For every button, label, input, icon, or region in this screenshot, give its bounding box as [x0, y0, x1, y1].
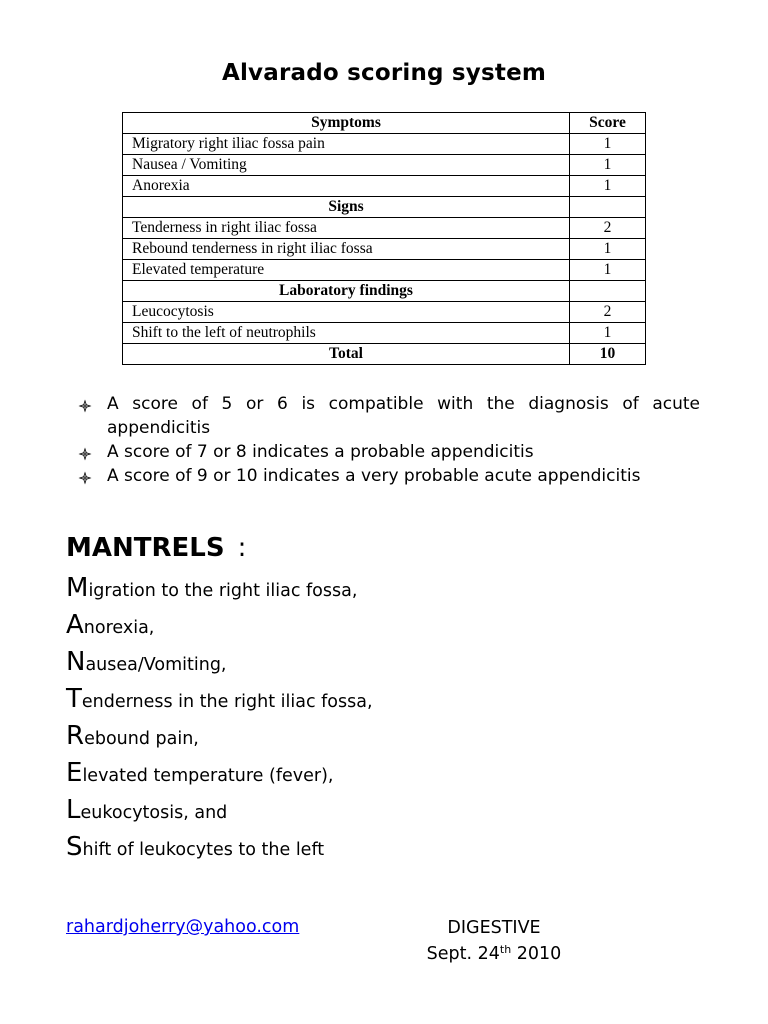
criterion-score: 2 [570, 218, 646, 239]
mantrels-initial: T [66, 684, 82, 714]
section-score-empty [570, 197, 646, 218]
mantrels-item [66, 607, 373, 644]
table-row [123, 239, 646, 260]
diamond-bullet-icon [78, 444, 92, 458]
column-header-score: Score [570, 113, 646, 134]
footer-date-suffix: th [499, 943, 512, 956]
total-label: Total [123, 344, 570, 365]
table-row [123, 302, 646, 323]
mantrels-list [66, 570, 373, 866]
criterion-score: 1 [570, 155, 646, 176]
criterion-label: Nausea / Vomiting [123, 155, 570, 176]
mantrels-text: enderness in the right iliac fossa, [81, 692, 373, 712]
table-row [123, 323, 646, 344]
criterion-label: Migratory right iliac fossa pain [123, 134, 570, 155]
mantrels-text: igration to the right iliac fossa, [88, 581, 358, 601]
footer-date [400, 939, 588, 965]
section-label: Signs [123, 197, 570, 218]
table-row [123, 155, 646, 176]
mantrels-initial: E [66, 758, 83, 788]
mantrels-heading [66, 533, 246, 563]
criterion-label: Rebound tenderness in right iliac fossa [123, 239, 570, 260]
table-row [123, 134, 646, 155]
table-header-row [123, 113, 646, 134]
diamond-bullet-icon [78, 396, 92, 410]
table-total-row [123, 344, 646, 365]
criterion-label: Leucocytosis [123, 302, 570, 323]
footer-date-year: 2010 [511, 944, 562, 964]
alvarado-score-table [122, 112, 646, 365]
mantrels-initial: L [66, 795, 81, 825]
mantrels-initial: S [66, 832, 83, 862]
list-item [78, 440, 700, 464]
bullet-text: A score of 5 or 6 is compatible with the diagnosis of acute appendicitis [107, 394, 700, 438]
table-row [123, 260, 646, 281]
mantrels-text: norexia, [83, 618, 155, 638]
table-section-row [123, 281, 646, 302]
criterion-score: 1 [570, 260, 646, 281]
total-score: 10 [570, 344, 646, 365]
column-header-symptoms: Symptoms [123, 113, 570, 134]
mantrels-text: ebound pain, [84, 729, 199, 749]
mantrels-initial: A [66, 610, 84, 640]
footer-category: DIGESTIVE [447, 918, 541, 938]
mantrels-item [66, 644, 373, 681]
criterion-score: 1 [570, 176, 646, 197]
criterion-label: Elevated temperature [123, 260, 570, 281]
mantrels-item [66, 681, 373, 718]
bullet-text: A score of 9 or 10 indicates a very probable acute appendicitis [107, 466, 641, 486]
interpretation-list [78, 392, 700, 488]
mantrels-item [66, 570, 373, 607]
footer-info [400, 917, 588, 965]
mantrels-text: ausea/Vomiting, [85, 655, 227, 675]
criterion-score: 2 [570, 302, 646, 323]
table-row [123, 218, 646, 239]
list-item [78, 464, 700, 488]
table-row [123, 176, 646, 197]
page-title: Alvarado scoring system [221, 60, 547, 86]
email-link[interactable]: rahardjoherry@yahoo.com [66, 917, 300, 937]
section-score-empty [570, 281, 646, 302]
mantrels-text: hift of leukocytes to the left [82, 840, 325, 860]
list-item [78, 392, 700, 440]
mantrels-text: levated temperature (fever), [82, 766, 334, 786]
mantrels-initial: N [66, 647, 86, 677]
bullet-text: A score of 7 or 8 indicates a probable appendicitis [107, 442, 534, 462]
criterion-label: Shift to the left of neutrophils [123, 323, 570, 344]
mantrels-item [66, 718, 373, 755]
mantrels-text: eukocytosis, and [80, 803, 228, 823]
mantrels-title: MANTRELS [66, 533, 225, 563]
table-body [123, 134, 646, 344]
mantrels-item [66, 829, 373, 866]
section-label: Laboratory findings [123, 281, 570, 302]
mantrels-initial: M [66, 573, 89, 603]
criterion-score: 1 [570, 134, 646, 155]
mantrels-initial: R [66, 721, 85, 751]
diamond-bullet-icon [78, 468, 92, 482]
criterion-label: Tenderness in right iliac fossa [123, 218, 570, 239]
mantrels-colon: : [237, 533, 247, 563]
criterion-score: 1 [570, 323, 646, 344]
footer-date-prefix: Sept. 24 [426, 944, 500, 964]
mantrels-item [66, 755, 373, 792]
criterion-label: Anorexia [123, 176, 570, 197]
table-section-row [123, 197, 646, 218]
criterion-score: 1 [570, 239, 646, 260]
mantrels-item [66, 792, 373, 829]
